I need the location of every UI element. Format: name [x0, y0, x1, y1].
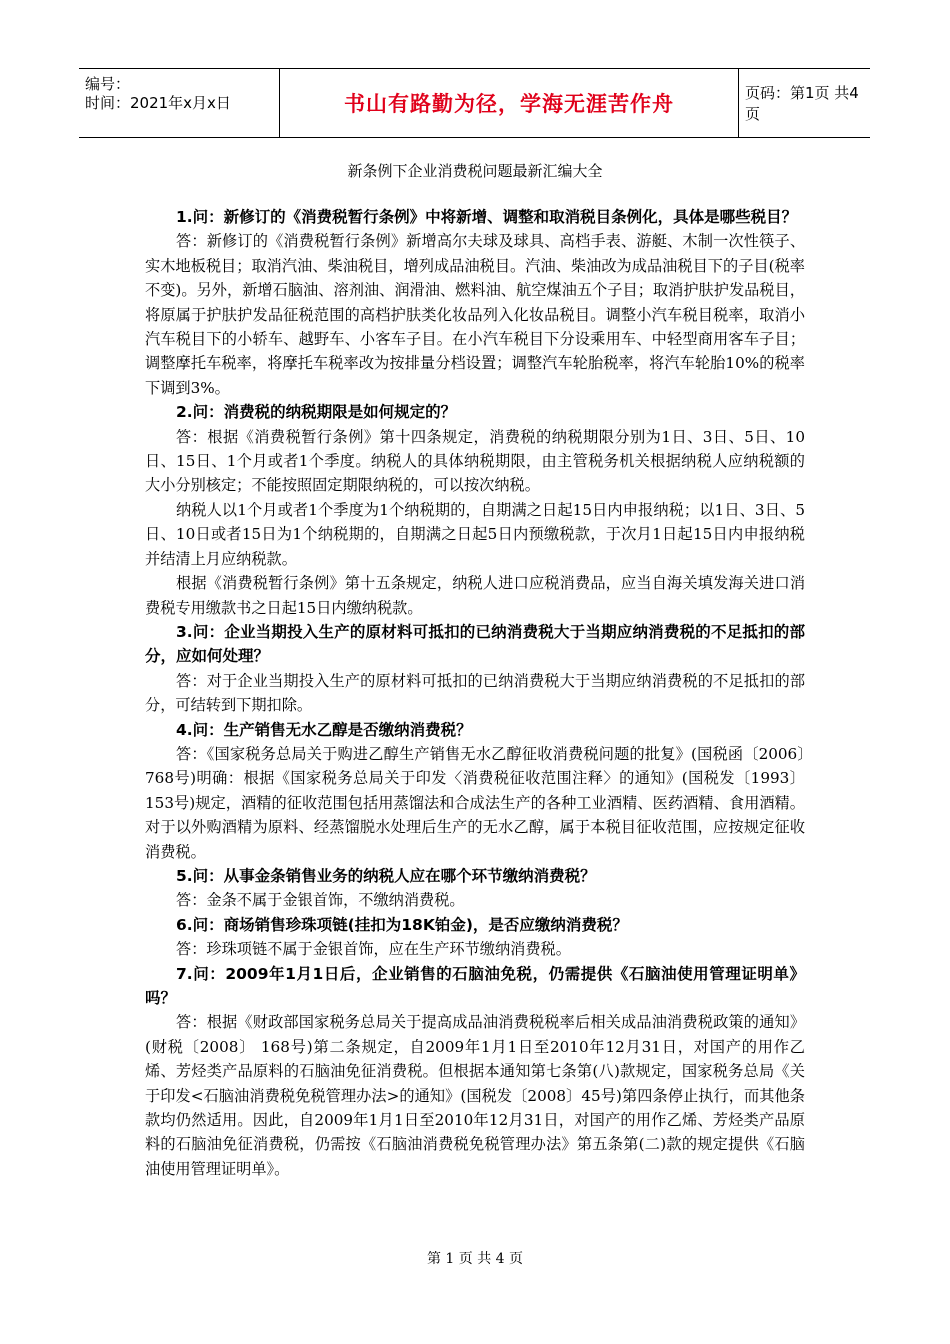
document-title: 新条例下企业消费税问题最新汇编大全: [347, 162, 603, 180]
answer-paragraph: 答：对于企业当期投入生产的原材料可抵扣的已纳消费税大于当期应纳消费税的不足抵扣的部分，可结转到下期扣除。: [145, 671, 805, 715]
question-paragraph: 7.问：2009年1月1日后，企业销售的石脑油免税，仍需提供《石脑油使用管理证明单》吗？: [145, 964, 805, 1007]
answer-paragraph: 答：根据《消费税暂行条例》第十四条规定，消费税的纳税期限分别为1日、3日、5日、10日、15日、1个月或者1个季度。纳税人的具体纳税期限，由主管税务机关根据纳税人应纳税额的大小分别核定；不能按照固定期限纳税的，可以按次纳税。: [145, 427, 805, 495]
answer-paragraph: 答：《国家税务总局关于购进乙醇生产销售无水乙醇征收消费税问题的批复》(国税函〔2006〕768号)明确：根据《国家税务总局关于印发〈消费税征收范围注释〉的通知》(国税发〔1993〕153号)规定，酒精的征收范围包括用蒸馏法和合成法生产的各种工业酒精、医药酒精、食用酒精。对于以外购酒精为原料、经蒸馏脱水处理后生产的无水乙醇，属于本税目征收范围，应按规定征收消费税。: [145, 744, 805, 861]
document-body: [145, 205, 805, 1181]
answer-paragraph: 纳税人以1个月或者1个季度为1个纳税期的，自期满之日起15日内申报纳税；以1日、3日、5日、10日或者15日为1个纳税期的，自期满之日起5日内预缴税款，于次月1日起15日内申报纳税并结清上月应纳税款。: [145, 500, 805, 568]
header-meta: [79, 69, 279, 137]
header-motto: 书山有路勤为径，学海无涯苦作舟: [344, 92, 674, 116]
question-paragraph: 4.问：生产销售无水乙醇是否缴纳消费税？: [176, 720, 472, 739]
header-number-label: 编号：: [85, 75, 131, 93]
header-motto-cell: [279, 69, 739, 137]
answer-paragraph: 根据《消费税暂行条例》第十五条规定，纳税人进口应税消费品，应当自海关填发海关进口消费税专用缴款书之日起15日内缴纳税款。: [145, 574, 805, 617]
answer-paragraph: 答：根据《财政部国家税务总局关于提高成品油消费税税率后相关成品油消费税政策的通知》(财税〔2008〕 168号)第二条规定，自2009年1月1日至2010年12月31日，对国产的用作乙烯、芳烃类产品原料的石脑油免征消费税。但根据本通知第七条第(八)款规定，国家税务总局《关于印发<石脑油消费税免税管理办法>的通知》(国税发〔2008〕45号)第四条停止执行，而其他条款均仍然适用。因此，自2009年1月1日至2010年12月31日，对国产的用作乙烯、芳烃类产品原料的石脑油免征消费税，仍需按《石脑油消费税免税管理办法》第五条第(二)款的规定提供《石脑油使用管理证明单》。: [145, 1013, 805, 1178]
page-header: [79, 68, 870, 138]
question-paragraph: 5.问：从事金条销售业务的纳税人应在哪个环节缴纳消费税？: [176, 866, 596, 885]
answer-paragraph: 答：珍珠项链不属于金银首饰，应在生产环节缴纳消费税。: [176, 940, 571, 959]
page-footer: 第 1 页 共 4 页: [426, 1251, 524, 1267]
question-paragraph: 1.问：新修订的《消费税暂行条例》中将新增、调整和取消税目条例化，具体是哪些税目？: [176, 208, 798, 226]
question-paragraph: 6.问：商场销售珍珠项链(挂扣为18K铂金)，是否应缴纳消费税？: [176, 915, 628, 934]
question-paragraph: 3.问：企业当期投入生产的原材料可抵扣的已纳消费税大于当期应纳消费税的不足抵扣的部分，应如何处理？: [145, 622, 805, 666]
header-page-label: 页码：第1页 共4页: [745, 84, 859, 123]
answer-paragraph: 答：新修订的《消费税暂行条例》新增高尔夫球及球具、高档手表、游艇、木制一次性筷子、实木地板税目；取消汽油、柴油税目，增列成品油税目。汽油、柴油改为成品油税目下的子目(税率不变)。另外，新增石脑油、溶剂油、润滑油、燃料油、航空煤油五个子目；取消护肤护发品税目，将原属于护肤护发品征税范围的高档护肤类化妆品列入化妆品税目。调整小汽车税目税率，取消小汽车税目下的小轿车、越野车、小客车子目。在小汽车税目下分设乘用车、中轻型商用客车子目；调整摩托车税率，将摩托车税率改为按排量分档设置；调整汽车轮胎税率，将汽车轮胎10%的税率下调到3%。: [145, 232, 805, 397]
question-paragraph: 2.问：消费税的纳税期限是如何规定的？: [176, 403, 457, 422]
header-date-label: 时间：2021年x月x日: [85, 94, 231, 112]
answer-paragraph: 答：金条不属于金银首饰，不缴纳消费税。: [176, 891, 465, 910]
